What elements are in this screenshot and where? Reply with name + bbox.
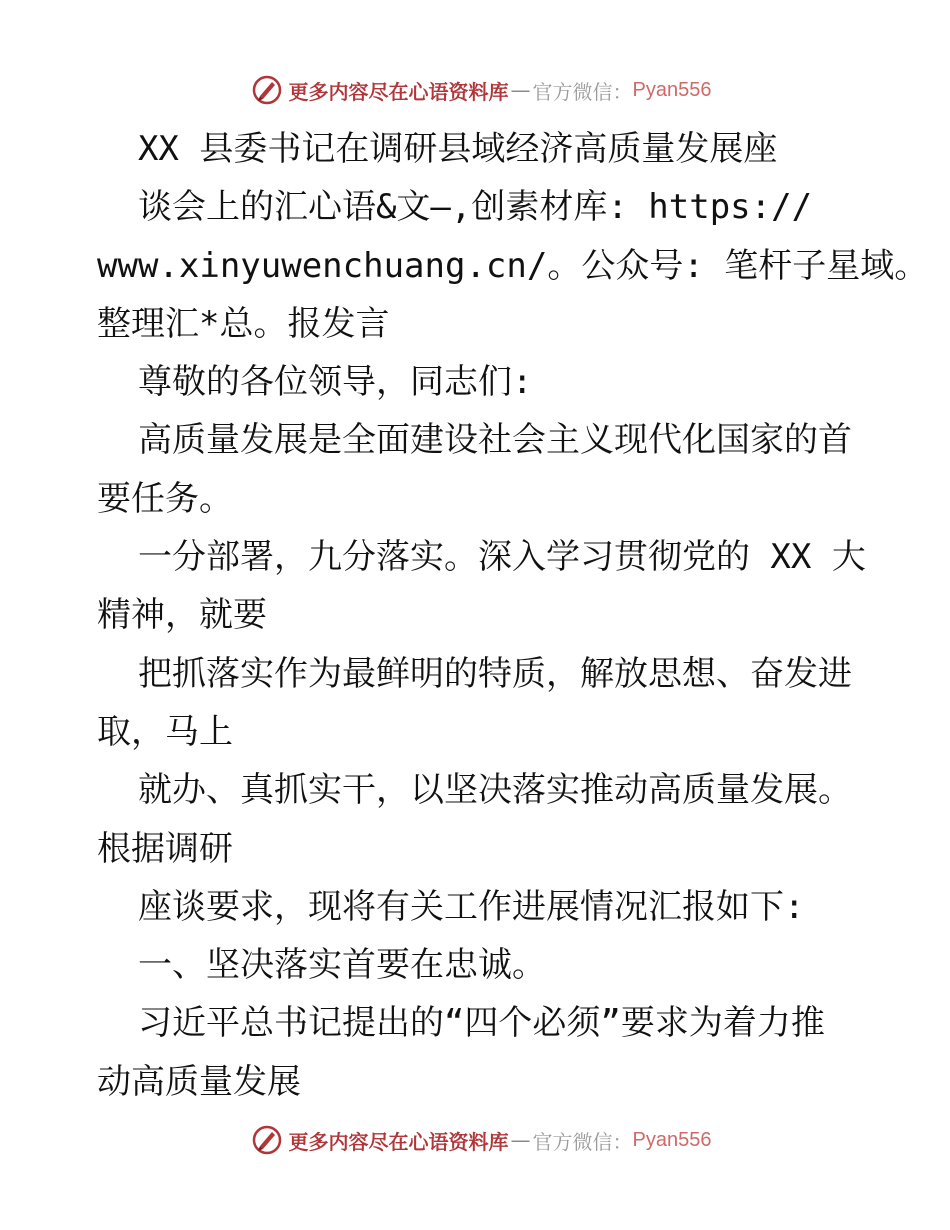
text-line: 要任务。 [97, 478, 233, 519]
banner-brand: 更多内容尽在心语资料库 [288, 1129, 509, 1154]
banner-account: Pyan556 [632, 1128, 712, 1151]
text-line: 把抓落实作为最鲜明的特质，解放思想、奋发进 [97, 653, 852, 694]
text-line: 尊敬的各位领导，同志们: [97, 362, 533, 403]
banner-dash: — [510, 78, 531, 102]
text-line: 一、坚决落实首要在忠诚。 [97, 945, 546, 986]
text-line: 整理汇*总。报发言 [97, 303, 390, 344]
text-line: 谈会上的汇心语&文—,创素材库: https:// [97, 187, 813, 228]
header-banner [0, 70, 950, 110]
banner-brand: 更多内容尽在心语资料库 [288, 79, 509, 104]
text-line: 就办、真抓实干，以坚决落实推动高质量发展。 [97, 770, 852, 811]
text-line: www.xinyuwenchuang.cn/。公众号: 笔杆子星域。 [97, 245, 929, 286]
footer-banner [0, 1120, 950, 1160]
banner-dash: — [510, 1128, 531, 1152]
pen-logo-icon [251, 1124, 283, 1156]
document-body [97, 120, 929, 1111]
text-line: 习近平总书记提出的“四个必须”要求为着力推 [97, 1003, 825, 1044]
text-line: XX 县委书记在调研县域经济高质量发展座 [97, 129, 778, 169]
text-line: 一分部署，九分落实。深入学习贯彻党的 XX 大 [97, 537, 866, 578]
banner-account: Pyan556 [632, 78, 712, 101]
text-line: 座谈要求，现将有关工作进展情况汇报如下: [97, 886, 805, 927]
text-line: 动高质量发展 [97, 1061, 301, 1102]
text-line: 根据调研 [97, 828, 233, 869]
text-line: 精神，就要 [97, 595, 267, 636]
banner-official-label: 官方微信： [532, 1129, 633, 1154]
pen-logo-icon [251, 74, 283, 106]
text-line: 取，马上 [97, 711, 233, 752]
text-line: 高质量发展是全面建设社会主义现代化国家的首 [97, 420, 852, 461]
banner-official-label: 官方微信： [532, 79, 633, 104]
